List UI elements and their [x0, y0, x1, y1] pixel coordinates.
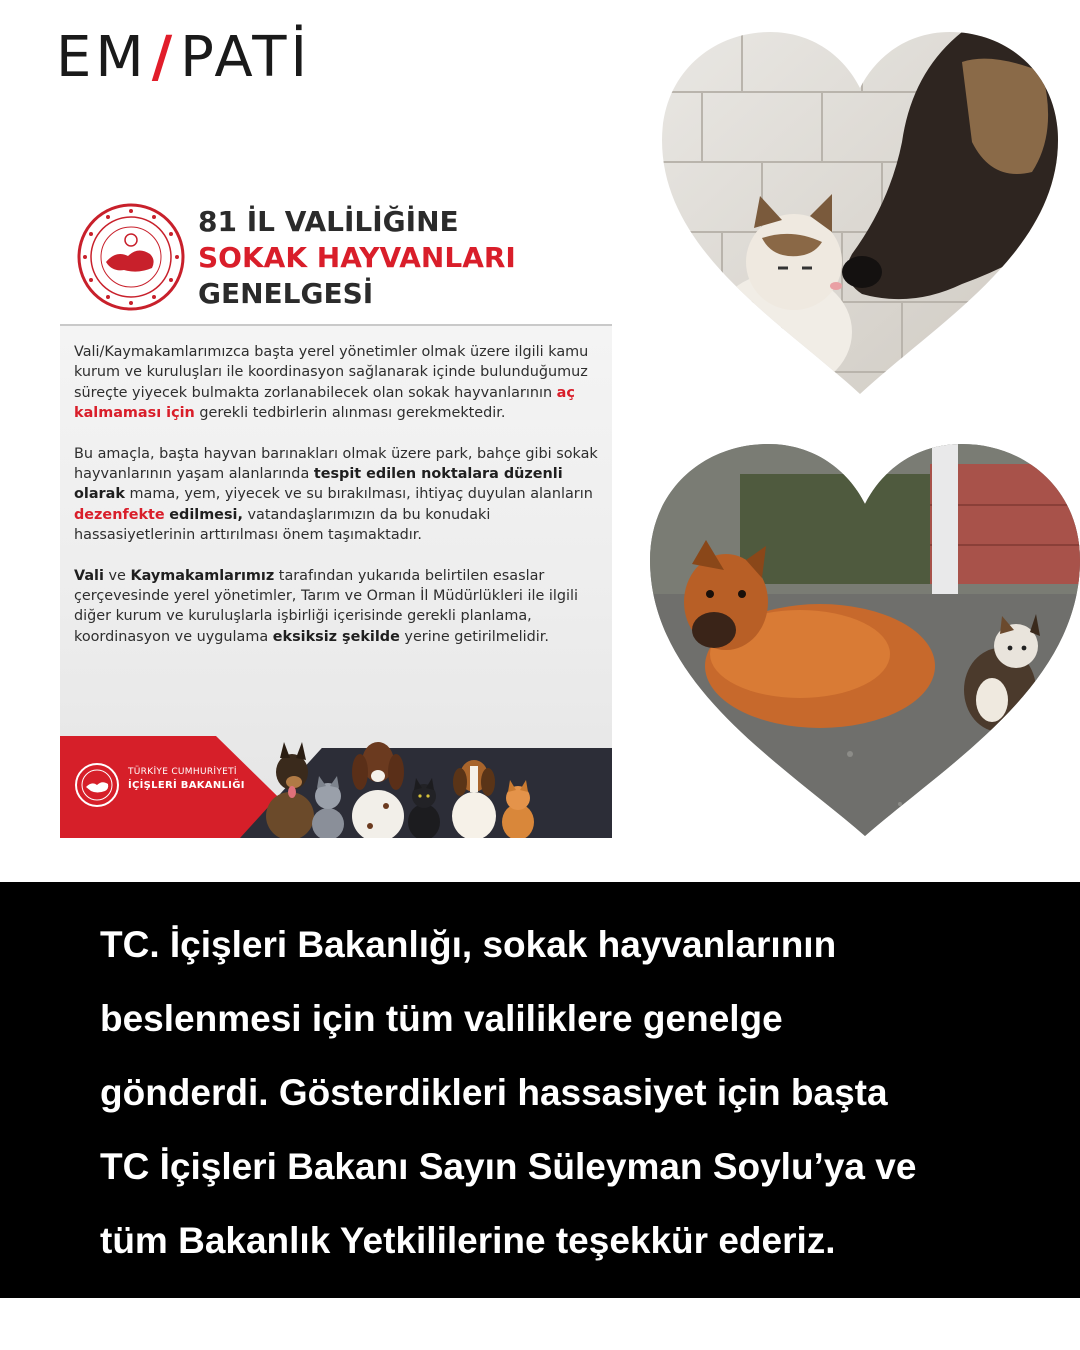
- message-line-3: gönderdi. Gösterdikleri hassasiyet için başta: [100, 1072, 888, 1113]
- message-line-1: TC. İçişleri Bakanlığı, sokak hayvanlarının: [100, 924, 837, 965]
- footer-seal-icon: [74, 762, 120, 808]
- grey-cat-icon: [312, 776, 344, 838]
- circular-body: [74, 342, 606, 667]
- title-line-1: 81 İL VALİLİĞİNE: [198, 205, 459, 238]
- text-run: Vali: [74, 567, 104, 584]
- text-run: aç kalmaması için: [74, 384, 575, 422]
- text-run: ve: [103, 567, 131, 584]
- footer-line-2: İÇİŞLERİ BAKANLIĞI: [128, 780, 245, 791]
- logo-text-left: EM: [56, 24, 148, 90]
- orange-cat-icon: [502, 780, 534, 838]
- text-run: dezenfekte: [74, 506, 165, 523]
- circular-title: [198, 204, 516, 312]
- text-run: yerine getirilmelidir.: [399, 628, 549, 645]
- circular-paragraph-1: [74, 342, 606, 424]
- text-run: gerekli tedbirlerin alınması gerekmektedir.: [194, 405, 506, 422]
- title-line-2: SOKAK HAYVANLARI: [198, 241, 516, 274]
- spaniel-dog-icon: [352, 742, 404, 838]
- heart-photo-dog-kitten: [662, 32, 1058, 396]
- text-run: Kaymakamlarımız: [130, 567, 275, 584]
- text-run: vatandaşlarımızın da bu konudaki hassasiyetlerinin arttırılması önem taşımaktadır.: [74, 506, 491, 544]
- text-run: tespit edilen noktalara düzenli olarak: [74, 466, 563, 503]
- text-run: tarafından yukarıda belirtilen esaslar çerçevesinde yerel yönetimler, Tarım ve Orman İl Müdürlükleri ile ilgili diğer kurum ve kuruluşlarla işbirliği içerisinde gerekli planlama, koordinasyon ve uygulama: [74, 567, 579, 645]
- thank-you-message: [100, 908, 1000, 1278]
- text-run: Bu amaçla, başta hayvan barınakları olmak üzere park, bahçe gibi sokak hayvanlarının yaşam alanlarında: [74, 445, 598, 483]
- pets-group-illustration: [256, 736, 612, 838]
- title-divider: [60, 324, 612, 326]
- shepherd-dog-icon: [266, 742, 314, 838]
- logo-slash: /: [151, 24, 177, 90]
- footer-line-1: TÜRKİYE CUMHURİYETİ: [128, 767, 237, 777]
- title-line-3: GENELGESİ: [198, 277, 374, 310]
- text-run: Vali/Kaymakamlarımızca başta yerel yönetimler olmak üzere ilgili kamu kurum ve kuruluşları ile koordinasyon sağlanarak içinde bulunduğumuz süreçte yiyecek bulmakta zorlanabilecek olan sokak hayvanlarının: [74, 344, 589, 401]
- beagle-dog-icon: [452, 760, 496, 838]
- text-run: eksiksiz şekilde: [272, 628, 400, 645]
- circular-paragraph-2: [74, 444, 606, 546]
- message-line-5: tüm Bakanlık Yetkililerine teşekkür ederiz.: [100, 1220, 836, 1261]
- footer-ministry-name: [128, 766, 245, 792]
- circular-footer: [60, 736, 612, 838]
- heart-photo-dog-cat-street: [650, 444, 1080, 838]
- message-line-2: beslenmesi için tüm valiliklere genelge: [100, 998, 783, 1039]
- ministry-seal-icon: [76, 202, 186, 312]
- empati-logo: [56, 22, 311, 92]
- message-line-4: TC İçişleri Bakanı Sayın Süleyman Soylu’ya ve: [100, 1146, 917, 1187]
- circular-paragraph-3: [74, 566, 606, 648]
- circular-card: [60, 196, 612, 838]
- black-cat-icon: [408, 778, 440, 838]
- text-run: edilmesi,: [169, 506, 243, 523]
- logo-text-right: PATİ: [180, 24, 312, 90]
- text-run: mama, yem, yiyecek ve su bırakılması, ihtiyaç duyulan alanların: [124, 486, 593, 503]
